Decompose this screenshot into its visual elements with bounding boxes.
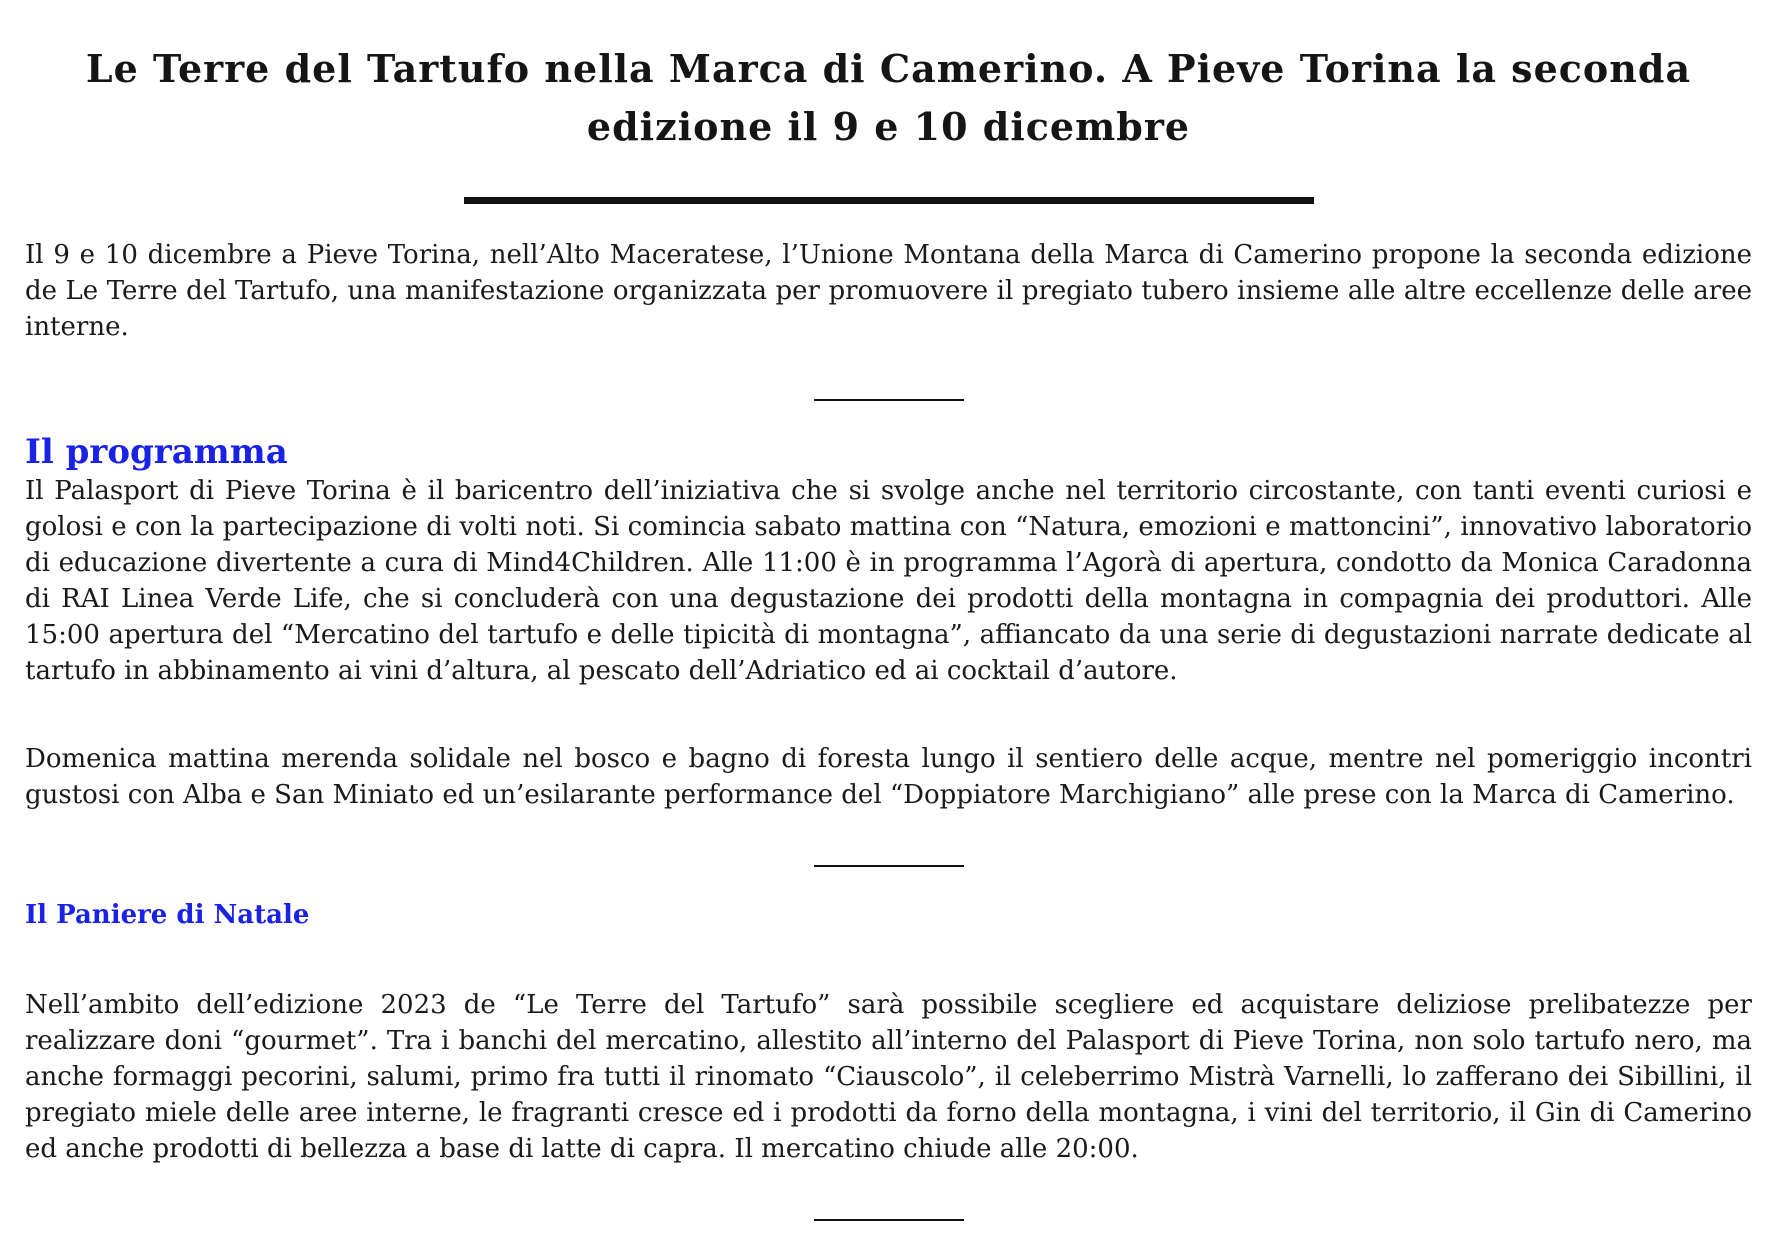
section-divider — [814, 1219, 964, 1221]
article — [25, 0, 1752, 1221]
title-divider — [464, 197, 1314, 204]
article-title: Le Terre del Tartufo nella Marca di Camerino. A Pieve Torina la seconda edizione il 9 e 10 dicembre — [85, 46, 1692, 149]
programma-paragraph: Il Palasport di Pieve Torina è il baricentro dell’iniziativa che si svolge anche nel territorio circostante, con tanti eventi curiosi e golosi e con la partecipazione di volti noti. Si comincia sabato mattina con “Natura, emozioni e mattoncini”, innovativo laboratorio di educazione divertente a cura di Mind4Children. Alle 11:00 è in programma l’Agorà di apertura, condotto da Monica Caradonna di RAI Linea Verde Life, che si concluderà con una degustazione dei prodotti della montagna in compagnia dei produttori. Alle 15:00 apertura del “Mercatino del tartufo e delle tipicità di montagna”, affiancato da una serie di degustazioni narrate dedicate al tartufo in abbinamento ai vini d’altura, al pescato dell’Adriatico ed ai cocktail d’autore. — [25, 476, 1752, 686]
domenica-paragraph: Domenica mattina merenda solidale nel bosco e bagno di foresta lungo il sentiero delle acque, mentre nel pomeriggio incontri gustosi con Alba e San Miniato ed un’esilarante performance del “Doppiatore Marchigiano” alle prese con la Marca di Camerino. — [25, 744, 1752, 810]
paniere-paragraph: Nell’ambito dell’edizione 2023 de “Le Terre del Tartufo” sarà possibile scegliere ed acquistare deliziose prelibatezze per realizzare doni “gourmet”. Tra i banchi del mercatino, allestito all’interno del Palasport di Pieve Torina, non solo tartufo nero, ma anche formaggi pecorini, salumi, primo fra tutti il rinomato “Ciauscolo”, il celeberrimo Mistrà Varnelli, lo zafferano dei Sibillini, il pregiato miele delle aree interne, le fragranti cresce ed i prodotti da forno della montagna, i vini del territorio, il Gin di Camerino ed anche prodotti di bellezza a base di latte di capra. Il mercatino chiude alle 20:00. — [25, 990, 1752, 1164]
section-divider — [814, 399, 964, 401]
paniere-heading: Il Paniere di Natale — [25, 900, 310, 930]
programma-heading: Il programma — [25, 432, 288, 472]
section-divider — [814, 865, 964, 867]
intro-paragraph: Il 9 e 10 dicembre a Pieve Torina, nell’Alto Maceratese, l’Unione Montana della Marca di Camerino propone la seconda edizione de Le Terre del Tartufo, una manifestazione organizzata per promuovere il pregiato tubero insieme alle altre eccellenze delle aree interne. — [25, 240, 1752, 342]
